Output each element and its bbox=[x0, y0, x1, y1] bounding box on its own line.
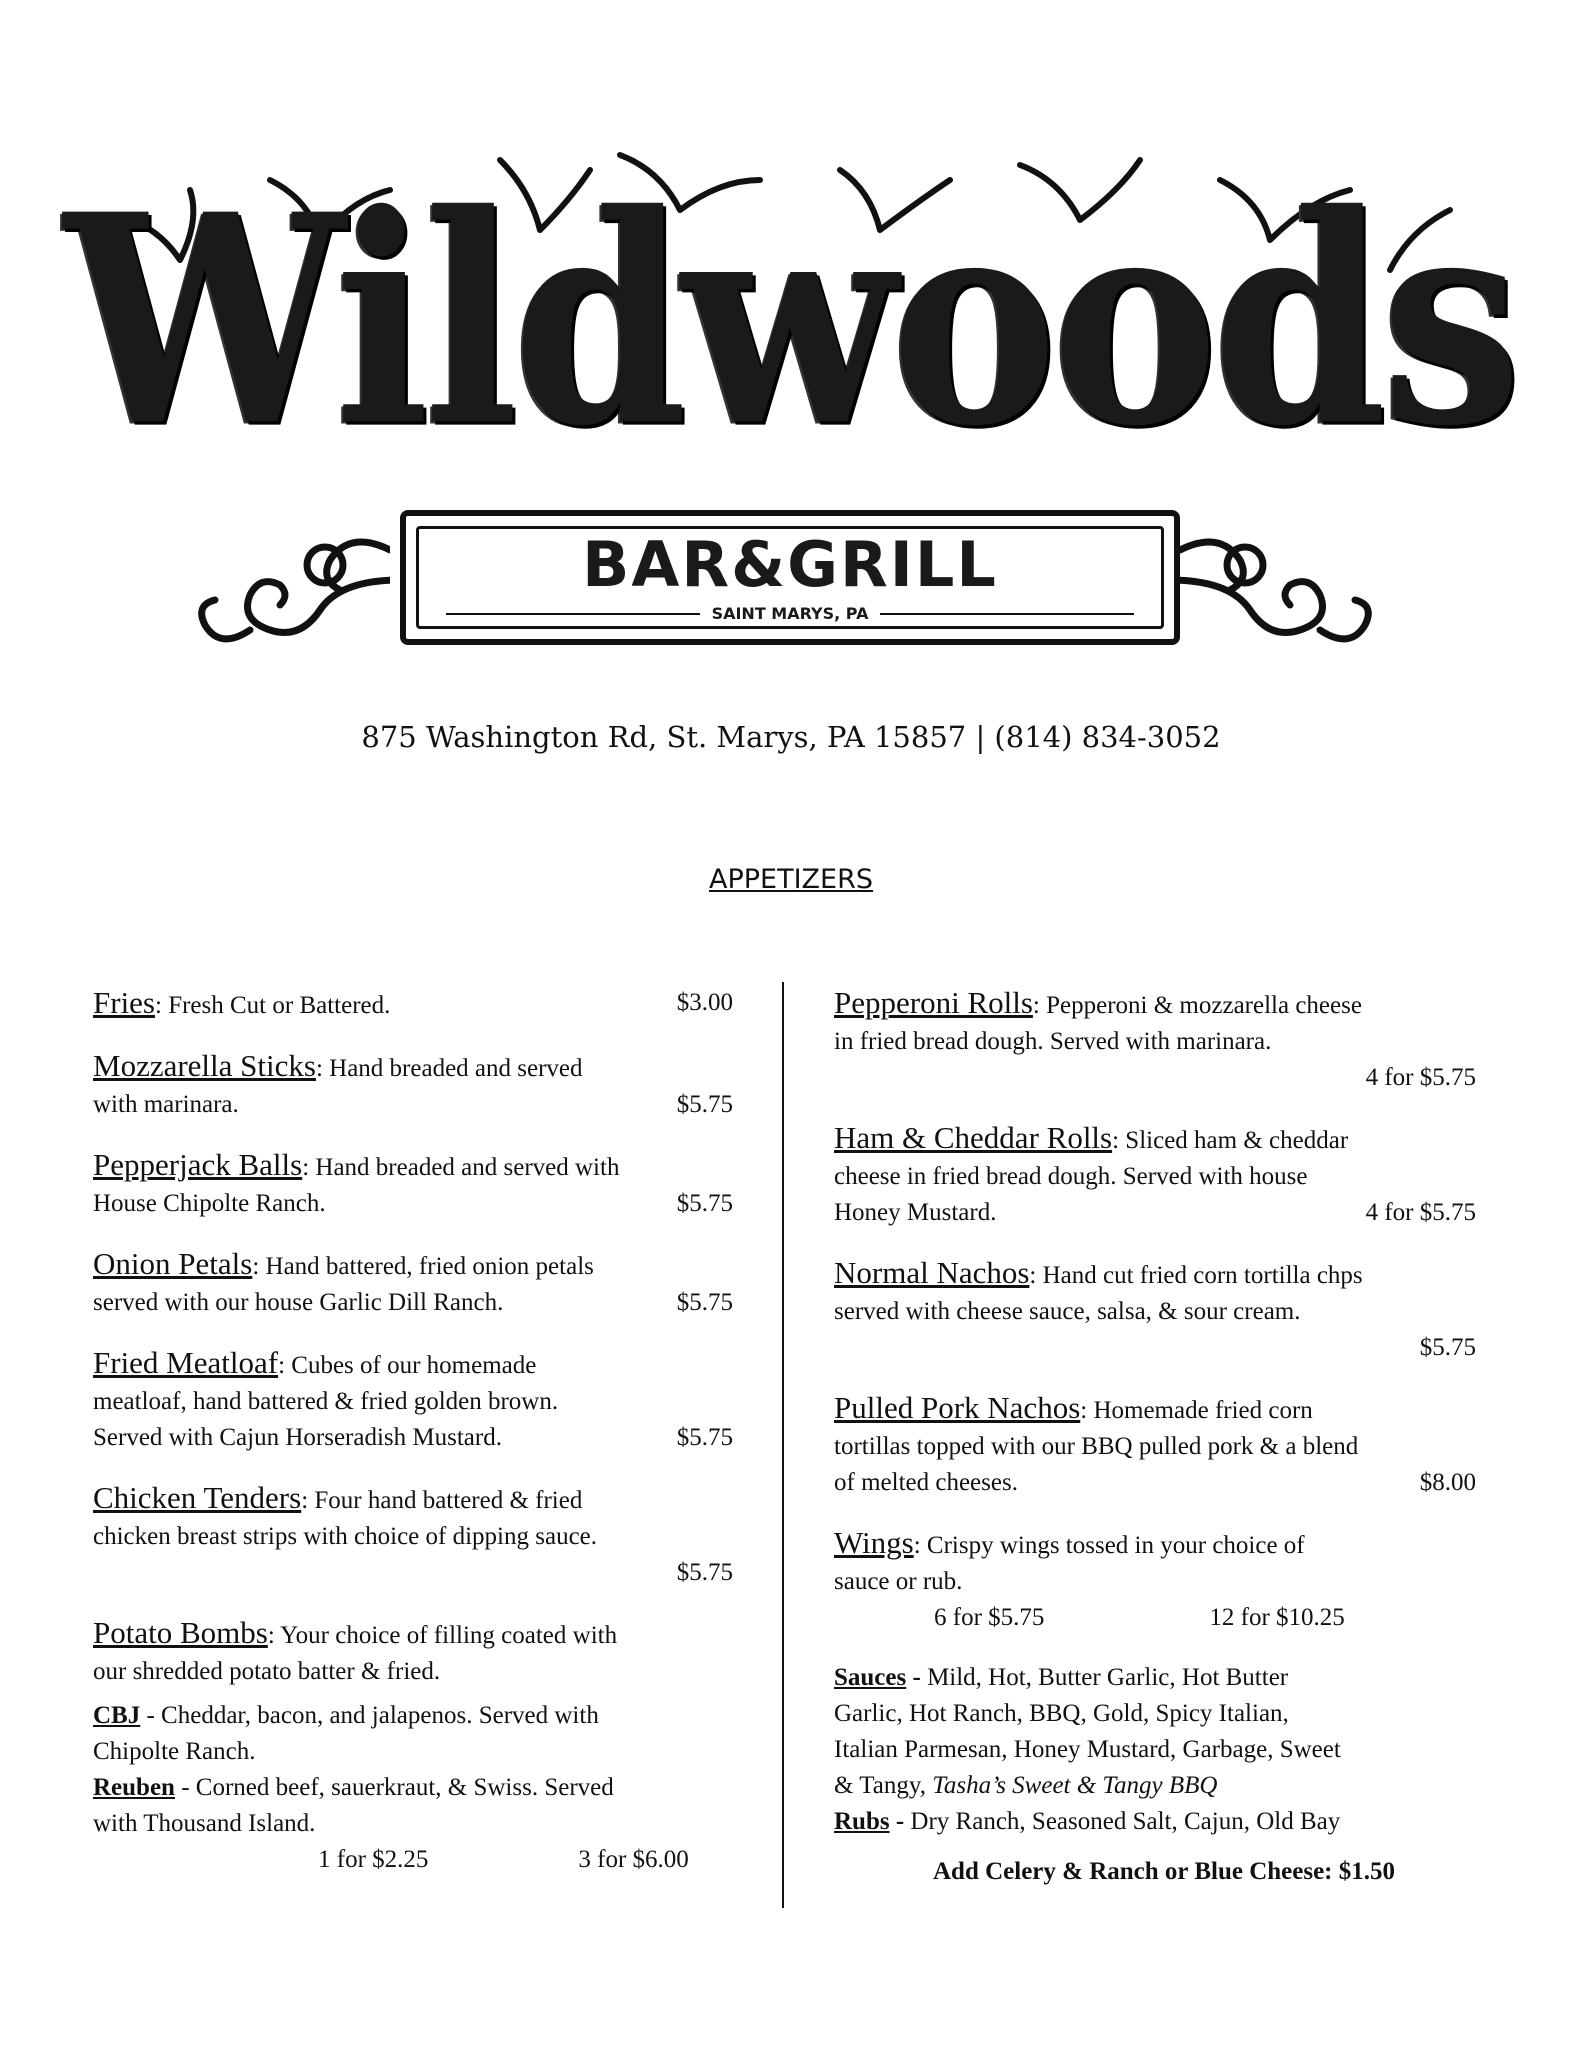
item-desc: : Sliced ham & cheddar bbox=[1112, 1127, 1349, 1154]
item-desc: served with cheese sauce, salsa, & sour cream. bbox=[834, 1298, 1301, 1325]
sauces-text: Italian Parmesan, Honey Mustard, Garbage, Sweet bbox=[834, 1736, 1341, 1763]
sub-item-tag: Reuben bbox=[93, 1774, 175, 1801]
item-name: Wings bbox=[834, 1525, 914, 1560]
column-divider bbox=[782, 982, 784, 1908]
addon-note: Add Celery & Ranch or Blue Cheese: $1.50 bbox=[933, 1858, 1395, 1885]
sub-item-tag: CBJ bbox=[93, 1702, 141, 1729]
item-desc: Honey Mustard. bbox=[834, 1199, 997, 1226]
item-name: Pulled Pork Nachos bbox=[834, 1390, 1081, 1425]
item-desc: House Chipolte Ranch. bbox=[93, 1190, 326, 1217]
menu-item-mozzarella-sticks bbox=[93, 1048, 733, 1123]
item-desc: cheese in fried bread dough. Served with house bbox=[834, 1163, 1308, 1190]
item-price: 4 for $5.75 bbox=[1365, 1064, 1476, 1091]
menu-item-wings bbox=[834, 1525, 1494, 1636]
item-name: Potato Bombs bbox=[93, 1615, 268, 1650]
item-price: 6 for $5.75 bbox=[934, 1604, 1045, 1631]
item-desc: : Homemade fried corn bbox=[1080, 1397, 1313, 1424]
item-desc: with marinara. bbox=[93, 1091, 239, 1118]
item-desc: chicken breast strips with choice of dipping sauce. bbox=[93, 1523, 598, 1550]
item-price: 3 for $6.00 bbox=[578, 1846, 689, 1873]
rubs-dash: - bbox=[889, 1808, 905, 1835]
sub-item-cbj bbox=[93, 1698, 733, 1770]
item-desc: served with our house Garlic Dill Ranch. bbox=[93, 1289, 504, 1316]
item-desc: sauce or rub. bbox=[834, 1568, 963, 1595]
item-desc: in fried bread dough. Served with marinara. bbox=[834, 1028, 1272, 1055]
bar-grill-title: BAR&GRILL bbox=[582, 528, 998, 601]
item-price: $5.75 bbox=[676, 1559, 733, 1586]
item-name: Pepperoni Rolls bbox=[834, 985, 1033, 1020]
left-column bbox=[93, 985, 733, 1878]
menu-item-ham-cheddar-rolls bbox=[834, 1120, 1494, 1231]
menu-item-potato-bombs bbox=[93, 1615, 733, 1690]
item-name: Fried Meatloaf bbox=[93, 1345, 279, 1380]
item-name: Chicken Tenders bbox=[93, 1480, 302, 1515]
item-desc: our shredded potato batter & fried. bbox=[93, 1658, 441, 1685]
item-desc: of melted cheeses. bbox=[834, 1469, 1018, 1496]
menu-item-pepperoni-rolls bbox=[834, 985, 1494, 1096]
item-price: $8.00 bbox=[1419, 1469, 1476, 1496]
item-price: 12 for $10.25 bbox=[1209, 1604, 1345, 1631]
item-name: Pepperjack Balls bbox=[93, 1147, 303, 1182]
section-title: APPETIZERS bbox=[708, 864, 873, 895]
sub-item-desc: - Corned beef, sauerkraut, & Swiss. Served bbox=[174, 1774, 614, 1801]
item-desc: : Hand battered, fried onion petals bbox=[252, 1253, 594, 1280]
sauces-text: Garlic, Hot Ranch, BBQ, Gold, Spicy Italian, bbox=[834, 1700, 1289, 1727]
banner-rule-right bbox=[880, 613, 1134, 615]
item-desc: : Crispy wings tossed in your choice of bbox=[913, 1532, 1305, 1559]
sub-item-desc: with Thousand Island. bbox=[93, 1810, 316, 1837]
wings-prices bbox=[834, 1600, 1494, 1636]
rubs-tag: Rubs bbox=[834, 1808, 890, 1835]
menu-item-pulled-pork-nachos bbox=[834, 1390, 1494, 1501]
sub-item-reuben bbox=[93, 1770, 733, 1842]
banner-location-row bbox=[446, 604, 1134, 623]
wildwoods-logo bbox=[64, 150, 1516, 670]
sub-item-desc: - Cheddar, bacon, and jalapenos. Served with bbox=[140, 1702, 599, 1729]
rubs-text: Dry Ranch, Seasoned Salt, Cajun, Old Bay bbox=[904, 1808, 1341, 1835]
item-price: 1 for $2.25 bbox=[318, 1846, 429, 1873]
item-desc: : Hand breaded and served bbox=[315, 1055, 583, 1082]
banner-rule-left bbox=[446, 613, 700, 615]
item-desc: Served with Cajun Horseradish Mustard. bbox=[93, 1424, 502, 1451]
sauces-text: & Tangy, bbox=[834, 1772, 933, 1799]
menu-item-fried-meatloaf bbox=[93, 1345, 733, 1456]
item-name: Mozzarella Sticks bbox=[93, 1048, 316, 1083]
item-desc: : Four hand battered & fried bbox=[301, 1487, 583, 1514]
sub-item-desc: Chipolte Ranch. bbox=[93, 1738, 256, 1765]
sauces-tag: Sauces bbox=[834, 1664, 907, 1691]
sauces-dash: - bbox=[906, 1664, 921, 1691]
item-price: $5.75 bbox=[1419, 1334, 1476, 1361]
sauces-list bbox=[834, 1660, 1494, 1804]
item-price: $5.75 bbox=[676, 1424, 733, 1451]
rubs-list bbox=[834, 1804, 1494, 1840]
right-column bbox=[834, 985, 1494, 1886]
bar-grill-banner bbox=[400, 510, 1180, 645]
item-price: $3.00 bbox=[676, 989, 733, 1016]
item-desc: tortillas topped with our BBQ pulled pork & a blend bbox=[834, 1433, 1359, 1460]
logo-wordmark bbox=[64, 150, 1516, 490]
item-price: $5.75 bbox=[676, 1289, 733, 1316]
menu-item-onion-petals bbox=[93, 1246, 733, 1321]
scroll-ornament-right bbox=[1180, 510, 1380, 660]
item-desc: : Hand breaded and served with bbox=[302, 1154, 620, 1181]
menu-item-pepperjack-balls bbox=[93, 1147, 733, 1222]
item-name: Fries bbox=[93, 985, 155, 1020]
scroll-ornament-left bbox=[190, 510, 390, 660]
menu-item-normal-nachos bbox=[834, 1255, 1494, 1366]
item-price: $5.75 bbox=[676, 1091, 733, 1118]
item-desc: : Your choice of filling coated with bbox=[267, 1622, 618, 1649]
item-desc: : Fresh Cut or Battered. bbox=[155, 992, 391, 1019]
item-price: 4 for $5.75 bbox=[1365, 1199, 1476, 1226]
item-desc: : Cubes of our homemade bbox=[278, 1352, 537, 1379]
potato-bombs-prices bbox=[93, 1842, 733, 1878]
item-name: Ham & Cheddar Rolls bbox=[834, 1120, 1113, 1155]
item-name: Normal Nachos bbox=[834, 1255, 1030, 1290]
sauces-special: Tasha’s Sweet & Tangy BBQ bbox=[932, 1772, 1218, 1799]
logo-word: Wildwoods bbox=[64, 150, 1516, 490]
item-desc: : Hand cut fried corn tortilla chps bbox=[1029, 1262, 1363, 1289]
item-name: Onion Petals bbox=[93, 1246, 253, 1281]
menu-item-chicken-tenders bbox=[93, 1480, 733, 1591]
menu-item-fries bbox=[93, 985, 733, 1024]
sauces-text: Mild, Hot, Butter Garlic, Hot Butter bbox=[920, 1664, 1289, 1691]
item-desc: meatloaf, hand battered & fried golden brown. bbox=[93, 1388, 559, 1415]
banner-location: SAINT MARYS, PA bbox=[711, 604, 869, 623]
address-line: 875 Washington Rd, St. Marys, PA 15857 | (814) 834-3052 bbox=[361, 720, 1221, 754]
item-desc: : Pepperoni & mozzarella cheese bbox=[1032, 992, 1362, 1019]
item-price: $5.75 bbox=[676, 1190, 733, 1217]
